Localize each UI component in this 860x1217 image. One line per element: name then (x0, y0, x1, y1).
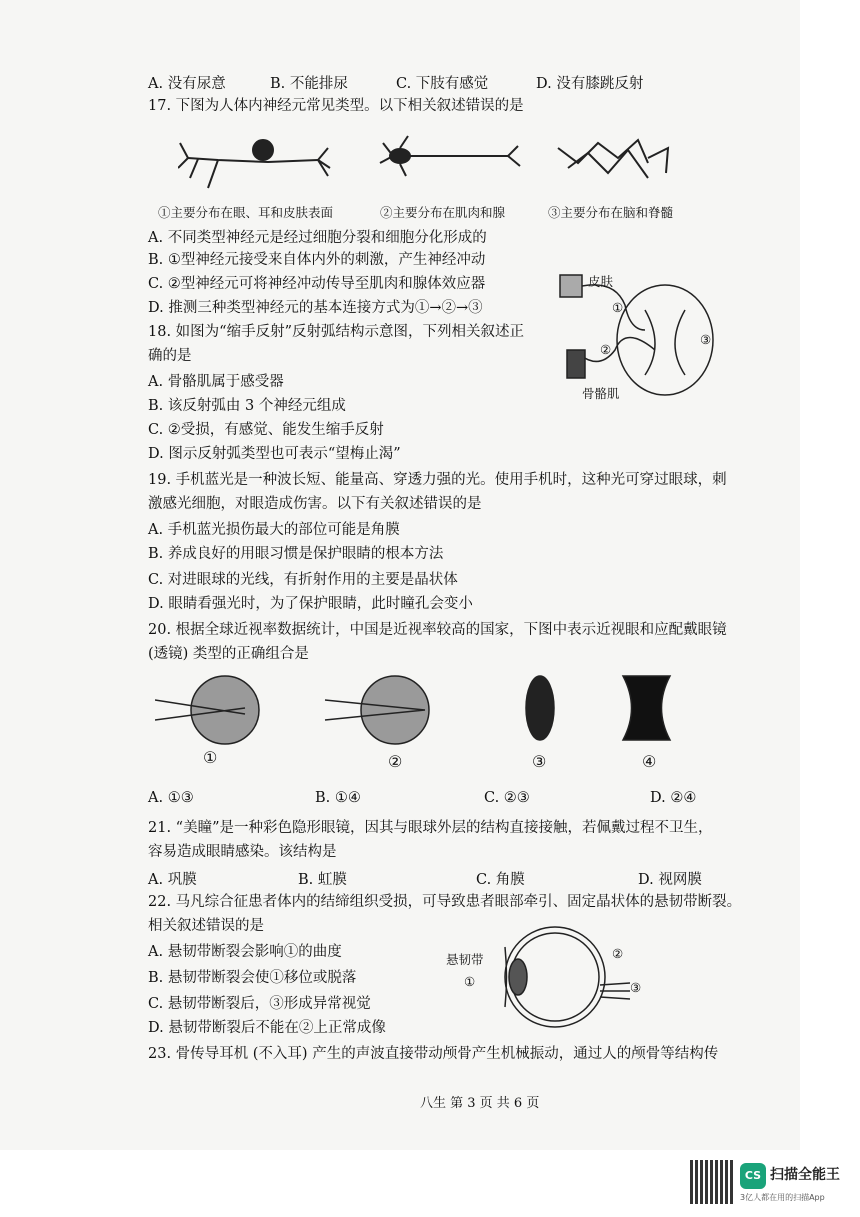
q20-option-d: D. ②④ (650, 790, 697, 806)
q18-reflex-arc-figure (555, 260, 715, 410)
q20-fig-num-2: ② (388, 752, 403, 771)
q18-skin-label: 皮肤 (588, 274, 614, 289)
q16-option-c: C. 下肢有感觉 (396, 76, 489, 92)
q18-option-d: D. 图示反射弧类型也可表示“望梅止渴” (148, 446, 401, 462)
q22-label-1: ① (464, 974, 476, 989)
brand-name: 扫描全能王 (770, 1167, 840, 1183)
q18-option-b: B. 该反射弧由 3 个神经元组成 (148, 398, 346, 414)
q20-option-a: A. ①③ (148, 790, 194, 806)
brand-tagline: 3亿人都在用的扫描App (740, 1193, 825, 1202)
qr-code-icon (690, 1160, 734, 1204)
q21-option-d: D. 视网膜 (638, 872, 702, 888)
q17-option-a: A. 不同类型神经元是经过细胞分裂和细胞分化形成的 (148, 230, 487, 246)
q22-stem-line1: 22. 马凡综合征患者体内的结缔组织受损，可导致患者眼部牵引、固定晶状体的悬韧带断裂。 (148, 894, 742, 910)
q18-option-a: A. 骨骼肌属于感受器 (148, 374, 284, 390)
q22-stem-line2: 相关叙述错误的是 (148, 918, 264, 934)
q17-neuron-figure (178, 128, 688, 203)
page-footer: 八生 第 3 页 共 6 页 (420, 1096, 540, 1111)
q22-eye-figure (480, 925, 640, 1035)
q17-caption-3: ③主要分布在脑和脊髓 (548, 205, 674, 220)
q20-option-c: C. ②③ (484, 790, 530, 806)
q17-option-d: D. 推测三种类型神经元的基本连接方式为①→②→③ (148, 300, 483, 316)
q21-stem-line1: 21. “美瞳”是一种彩色隐形眼镜，因其与眼球外层的结构直接接触，若佩戴过程不卫生， (148, 820, 713, 836)
q17-option-c: C. ②型神经元可将神经冲动传导至肌肉和腺体效应器 (148, 276, 486, 292)
q20-eye-lens-figure (155, 670, 725, 750)
q18-label-3: ③ (700, 332, 712, 347)
q18-label-2: ② (600, 342, 612, 357)
q19-stem-line2: 激感光细胞，对眼造成伤害。以下有关叙述错误的是 (148, 496, 482, 512)
q18-stem-line1: 18. 如图为“缩手反射”反射弧结构示意图，下列相关叙述正 (148, 324, 524, 340)
q20-stem-line2: (透镜) 类型的正确组合是 (148, 646, 309, 662)
q17-caption-2: ②主要分布在肌肉和腺 (380, 205, 506, 220)
q17-option-b: B. ①型神经元接受来自体内外的刺激，产生神经冲动 (148, 252, 486, 268)
q21-option-c: C. 角膜 (476, 872, 525, 888)
q20-fig-num-1: ① (203, 748, 218, 767)
q19-option-c: C. 对进眼球的光线，有折射作用的主要是晶状体 (148, 572, 458, 588)
q21-stem-line2: 容易造成眼睛感染。该结构是 (148, 844, 337, 860)
q23-stem: 23. 骨传导耳机 (不入耳) 产生的声波直接带动颅骨产生机械振动，通过人的颅骨等结构传 (148, 1046, 719, 1062)
camscanner-logo-icon: CS (740, 1163, 766, 1189)
q22-ligament-label: 悬韧带 (446, 952, 484, 967)
q16-option-d: D. 没有膝跳反射 (536, 76, 644, 92)
q17-caption-1: ①主要分布在眼、耳和皮肤表面 (158, 205, 334, 220)
q20-fig-num-4: ④ (642, 752, 657, 771)
q20-stem-line1: 20. 根据全球近视率数据统计，中国是近视率较高的国家，下图中表示近视眼和应配戴眼镜 (148, 622, 727, 638)
q22-option-b: B. 悬韧带断裂会使①移位或脱落 (148, 970, 357, 986)
q21-option-b: B. 虹膜 (298, 872, 347, 888)
q18-stem-line2: 确的是 (148, 348, 192, 364)
q18-option-c: C. ②受损，有感觉、能发生缩手反射 (148, 422, 384, 438)
q16-option-a: A. 没有尿意 (148, 76, 226, 92)
q17-stem: 17. 下图为人体内神经元常见类型。以下相关叙述错误的是 (148, 98, 524, 114)
q19-option-d: D. 眼睛看强光时，为了保护眼睛，此时瞳孔会变小 (148, 596, 473, 612)
q18-label-1: ① (612, 300, 624, 315)
q19-option-b: B. 养成良好的用眼习惯是保护眼睛的根本方法 (148, 546, 444, 562)
q21-option-a: A. 巩膜 (148, 872, 197, 888)
q22-option-a: A. 悬韧带断裂会影响①的曲度 (148, 944, 342, 960)
q20-option-b: B. ①④ (315, 790, 361, 806)
q18-muscle-label: 骨骼肌 (582, 386, 620, 401)
q22-label-3: ③ (630, 980, 642, 995)
scanner-watermark (690, 1160, 850, 1206)
q16-option-b: B. 不能排尿 (270, 76, 348, 92)
q19-stem-line1: 19. 手机蓝光是一种波长短、能量高、穿透力强的光。使用手机时，这种光可穿过眼球，刺 (148, 472, 727, 488)
q19-option-a: A. 手机蓝光损伤最大的部位可能是角膜 (148, 522, 400, 538)
q22-option-c: C. 悬韧带断裂后，③形成异常视觉 (148, 996, 371, 1012)
q22-option-d: D. 悬韧带断裂后不能在②上正常成像 (148, 1020, 386, 1036)
q20-fig-num-3: ③ (532, 752, 547, 771)
q22-label-2: ② (612, 946, 624, 961)
